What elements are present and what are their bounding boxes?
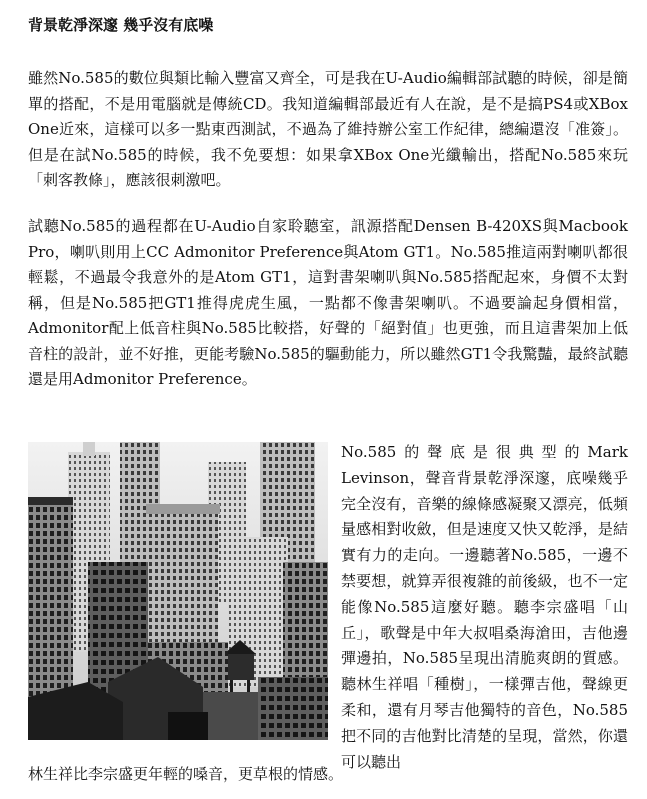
photo-illustration (28, 442, 328, 740)
paragraph-3: No.585的聲底是很典型的Mark Levinson，聲音背景乾淨深邃，底噪幾乎完全沒有，音樂的線條感凝聚又漂亮，低頻量感相對收斂，但是速度又快又乾淨，是結實有力的走向。一邊聽著No.585，一邊不禁要想，就算弄很複雜的前後級，也不一定能像No.585這麼好聽。聽李宗盛唱「山丘」，歌聲是中年大叔唱桑海滄田，吉他邊彈邊拍，No.585呈現出清脆爽朗的質感。聽林生祥唱「種樹」，一樣彈吉他，聲線更柔和，還有月琴吉他獨特的音色，No.585把不同的吉他對比清楚的呈現，當然，你還可以聽出 (341, 443, 628, 771)
section-heading: 背景乾淨深邃 幾乎沒有底噪 (28, 16, 214, 34)
paragraph-3-tail: 林生祥比李宗盛更年輕的嗓音，更草根的情感。 (28, 765, 344, 783)
paragraph-2: 試聽No.585的過程都在U-Audio自家聆聽室，訊源搭配Densen B-420XS與Macbook Pro，喇叭則用上CC Admonitor Preference與Atom GT1。No.585推這兩對喇叭都很輕鬆，不過最令我意外的是Atom GT1，這對書架喇叭與No.585搭配起來，身價不太對稱，但是No.585把GT1推得虎虎生風，一點都不像書架喇叭。不過要論起身價相當，Admonitor配上低音柱與No.585比較搭，好聲的「絕對值」也更強，而且這書架加上低音柱的設計，並不好推，更能考驗No.585的驅動能力，所以雖然GT1令我驚豔，最終試聽還是用Admonitor Preference。 (28, 217, 628, 388)
city-skyline-photo (28, 442, 328, 740)
paragraph-1: 雖然No.585的數位與類比輸入豐富又齊全，可是我在U-Audio編輯部試聽的時候，卻是簡單的搭配，不是用電腦就是傳統CD。我知道編輯部最近有人在說，是不是搞PS4或XBox One近來，這樣可以多一點東西測試，不過為了維持辦公室工作紀律，總編還沒「准簽」。但是在試No.585的時候，我不免要想：如果拿XBox One光纖輸出，搭配No.585來玩「刺客教條」，應該很刺激吧。 (28, 69, 628, 189)
